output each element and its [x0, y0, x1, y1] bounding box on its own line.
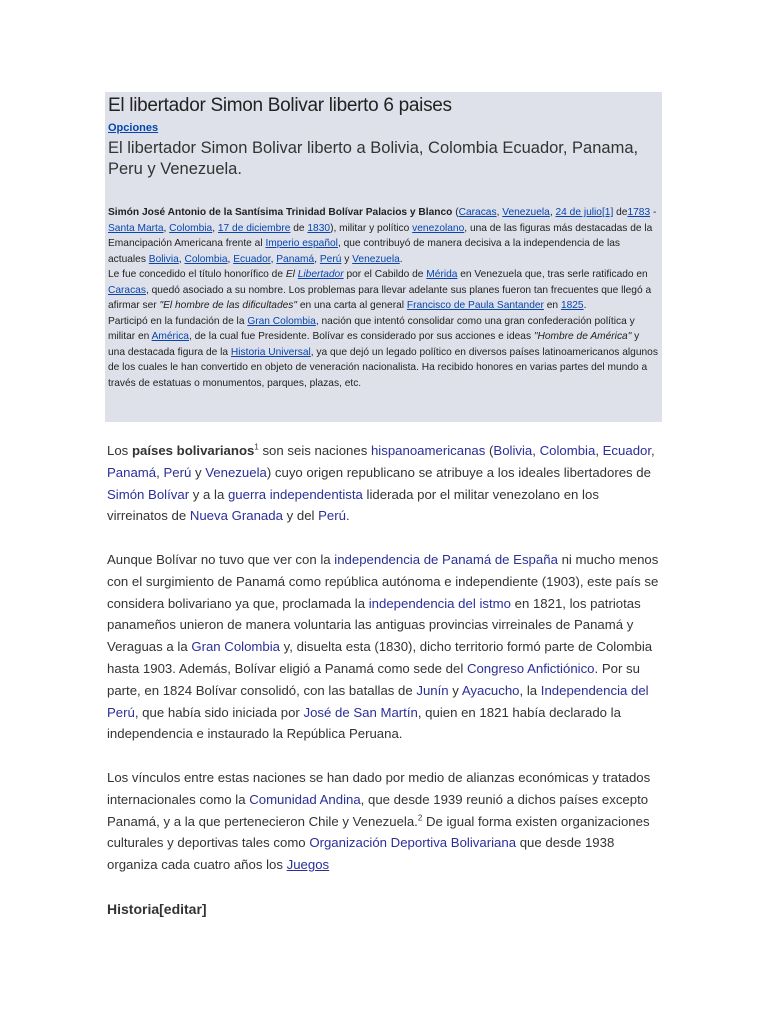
- text: , quien en 1821 había declarado la independencia e instaurado la República Peruana.: [107, 704, 621, 742]
- text: ,: [496, 207, 503, 218]
- article-body: [107, 440, 662, 920]
- text: .: [345, 508, 350, 524]
- options-link[interactable]: Opciones: [108, 122, 159, 134]
- ref-1[interactable]: [1]: [601, 207, 614, 218]
- article-paragraph-1: [107, 440, 662, 527]
- link-venezuela-2[interactable]: Venezuela: [352, 253, 400, 265]
- text: ,: [314, 253, 320, 265]
- section-heading-historia[interactable]: Historia[editar]: [107, 900, 207, 917]
- text: , nación que intentó consolidar como una gran confederación política y militar en: [108, 315, 635, 342]
- text: Participó en la fundación de la: [108, 315, 248, 327]
- text: ,: [156, 464, 164, 480]
- link-organizacion-deportiva[interactable]: Organización Deportiva Bolivariana: [309, 835, 517, 851]
- link-ecuador[interactable]: Ecuador: [602, 443, 652, 458]
- link-colombia[interactable]: Colombia: [169, 222, 213, 234]
- text: ni mucho menos con el surgimiento de Panamá como república autónoma e independiente (1903), este país se considera bolivariano ya que, proclamada la: [107, 551, 659, 611]
- link-comunidad-andina[interactable]: Comunidad Andina: [249, 791, 361, 807]
- text: -: [650, 207, 657, 218]
- text: , que había sido iniciada por: [134, 704, 304, 720]
- link-caracas[interactable]: Caracas: [458, 207, 497, 218]
- bold-term: países bolivarianos: [131, 443, 255, 458]
- text: de: [613, 207, 628, 218]
- text: y del: [282, 508, 319, 524]
- text: son seis naciones: [258, 443, 371, 458]
- link-simon-bolivar[interactable]: Simón Bolívar: [107, 486, 190, 502]
- text: ,: [532, 443, 540, 458]
- link-merida[interactable]: Mérida: [426, 269, 458, 280]
- text: ) cuyo origen republicano se atribuye a los ideales libertadores de: [266, 464, 651, 480]
- text: .: [399, 253, 403, 265]
- text: , ya que dejó un legado político en diversos países latinoamericanos algunos de los cuales le han convertido en objeto de veneración nacionalista. Ha recibido honores en varias partes del mundo a través de estatuas o monumentos, parques, plazas, etc.: [108, 346, 658, 389]
- text: de: [290, 222, 308, 234]
- link-america[interactable]: América: [151, 331, 189, 342]
- link-peru-2[interactable]: Perú: [318, 508, 346, 524]
- link-imperio-espanol[interactable]: Imperio español: [265, 238, 338, 249]
- lead-text: El libertador Simon Bolivar liberto a Bolivia, Colombia Ecuador, Panama, Peru y Venezuela.: [108, 139, 639, 178]
- text: , que contribuyó de manera decisiva a la independencia de las actuales: [108, 238, 620, 265]
- footnote-1[interactable]: 1: [254, 442, 259, 452]
- text: ,: [212, 222, 218, 234]
- link-17-diciembre[interactable]: 17 de diciembre: [217, 222, 291, 234]
- link-nueva-granada[interactable]: Nueva Granada: [189, 508, 283, 524]
- text: y, disuelta esta (1830), dicho territorio formó parte de Colombia hasta 1903. Además, Bolívar eligió a Panamá como sede del: [107, 639, 653, 676]
- text: De igual forma existen organizaciones culturales y deportivas tales como: [107, 813, 650, 851]
- article-paragraph-3: [107, 767, 662, 876]
- link-venezuela[interactable]: Venezuela: [205, 464, 267, 480]
- text: .: [583, 300, 587, 311]
- link-independencia-panama[interactable]: independencia de Panamá de España: [334, 551, 558, 567]
- footnote-2[interactable]: 2: [417, 813, 423, 823]
- link-panama[interactable]: Panamá: [107, 464, 157, 480]
- text: , la: [519, 682, 541, 698]
- text: , quedó asociado a su nombre. Los problemas para llevar adelante sus planes fueron tan frecuentes que llegó a afirmar ser: [108, 284, 652, 311]
- bio-paragraph-2: [108, 267, 659, 314]
- link-colombia-2[interactable]: Colombia: [184, 253, 228, 265]
- text: (: [485, 443, 494, 458]
- text: por el Cabildo de: [343, 269, 427, 280]
- link-venezuela[interactable]: Venezuela: [502, 207, 550, 218]
- link-ecuador[interactable]: Ecuador: [233, 253, 271, 265]
- link-juegos[interactable]: Juegos: [286, 857, 330, 873]
- text: y: [341, 253, 353, 265]
- link-libertador[interactable]: Libertador: [297, 269, 344, 280]
- text: ,: [595, 443, 603, 458]
- text: en: [543, 300, 561, 311]
- text: y a la: [189, 486, 228, 502]
- bio-paragraphs: [108, 205, 659, 391]
- libertador-title: [286, 269, 344, 280]
- link-colombia[interactable]: Colombia: [539, 443, 596, 458]
- bio-paragraph-3: [108, 314, 659, 392]
- text: ), militar y político: [330, 222, 413, 234]
- link-junin[interactable]: Junín: [416, 682, 449, 698]
- text: ,: [227, 253, 234, 265]
- link-independencia-peru[interactable]: Independencia del Perú: [107, 682, 649, 720]
- text: en 1821, los patriotas panameños unieron de manera voluntaria las antiguas provincias virreinales de Panamá y Veraguas a la: [107, 595, 641, 655]
- quote-dificultades: "El hombre de las dificultades": [159, 300, 297, 311]
- link-bolivia[interactable]: Bolivia: [148, 253, 179, 265]
- text: en una carta al general: [297, 300, 407, 311]
- bio-paragraph-1: [108, 205, 659, 267]
- text: ,: [178, 253, 185, 265]
- link-historia-universal[interactable]: Historia Universal: [230, 346, 311, 358]
- text: en Venezuela que, tras serle ratificado en: [457, 269, 648, 280]
- summary-box: [105, 92, 662, 422]
- text: y: [448, 682, 462, 698]
- text: Le fue concedido el título honorífico de: [108, 269, 286, 280]
- text: liderada por el militar venezolano en los virreinatos de: [107, 486, 599, 524]
- text: , una de las figuras más destacadas de la Emancipación Americana frente al: [108, 222, 653, 249]
- link-santander[interactable]: Francisco de Paula Santander: [406, 300, 544, 311]
- link-hispanoamericanas[interactable]: hispanoamericanas: [370, 443, 486, 458]
- article-paragraph-2: [107, 549, 662, 745]
- link-24-julio[interactable]: 24 de julio: [555, 207, 602, 218]
- text: (: [452, 207, 459, 218]
- text: que desde 1938 organiza cada cuatro años los: [107, 835, 615, 873]
- link-panama[interactable]: Panamá: [276, 253, 315, 265]
- text: , de la cual fue Presidente. Bolívar es considerado por sus acciones e ideas: [188, 331, 534, 342]
- text: El: [285, 269, 298, 280]
- text: Los: [107, 443, 132, 458]
- text: . Por su parte, en 1824 Bolívar consolidó, con las batallas de: [107, 660, 640, 698]
- text: y: [191, 464, 206, 480]
- text: ,: [651, 443, 655, 458]
- link-san-martin[interactable]: José de San Martín: [303, 704, 418, 720]
- link-gran-colombia[interactable]: Gran Colombia: [247, 315, 316, 327]
- text: ,: [549, 207, 556, 218]
- link-peru[interactable]: Perú: [163, 464, 192, 480]
- link-gran-colombia[interactable]: Gran Colombia: [191, 639, 281, 655]
- text: ,: [163, 222, 170, 234]
- page-title: El libertador Simon Bolivar liberto 6 paises: [108, 95, 452, 116]
- link-congreso-anfictionico[interactable]: Congreso Anfictiónico: [466, 660, 595, 676]
- text: Aunque Bolívar no tuvo que ver con la: [107, 551, 335, 567]
- link-ayacucho[interactable]: Ayacucho: [461, 682, 520, 698]
- link-1825[interactable]: 1825: [560, 300, 584, 311]
- text: ,: [270, 253, 277, 265]
- link-peru[interactable]: Perú: [319, 253, 342, 265]
- quote-hombre-america: "Hombre de América": [533, 331, 632, 342]
- link-1830[interactable]: 1830: [307, 222, 331, 234]
- text: , que desde 1939 reunió a dichos países excepto Panamá, y a la que pertenecieron Chile y Venezuela.: [107, 791, 649, 829]
- text: y una destacada figura de la: [108, 331, 640, 358]
- link-1783[interactable]: 1783: [627, 207, 651, 218]
- link-caracas-2[interactable]: Caracas: [108, 284, 146, 296]
- link-guerra-independentista[interactable]: guerra independentista: [227, 486, 363, 502]
- link-bolivia[interactable]: Bolivia: [493, 443, 533, 458]
- link-venezolano[interactable]: venezolano: [412, 222, 465, 234]
- full-name: Simón José Antonio de la Santísima Trinidad Bolívar Palacios y Blanco: [108, 207, 453, 218]
- text: Los vínculos entre estas naciones se han dado por medio de alianzas económicas y tratados internacionales como la: [107, 769, 651, 807]
- link-independencia-istmo[interactable]: independencia del istmo: [368, 595, 511, 611]
- link-santa-marta[interactable]: Santa Marta: [108, 222, 164, 234]
